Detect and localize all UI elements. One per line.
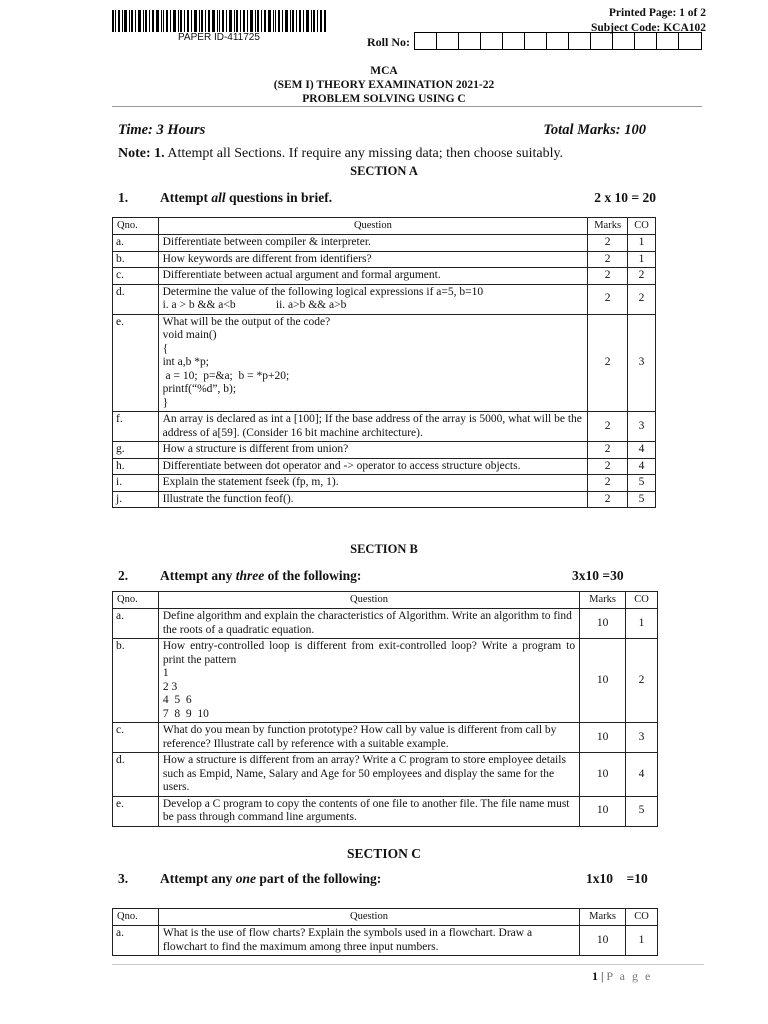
paper-id: PAPER ID-411725 [178, 32, 260, 43]
q2-instruction: Attempt any three of the following: [160, 568, 362, 583]
section-c-table [112, 908, 658, 956]
table-row: a. What is the use of flow charts? Explain the symbols used in a flowchart. Draw a flowchart to find the maximum among three input numbers. 10 1 [113, 926, 658, 956]
note-number: 1. [154, 146, 165, 161]
section-a-title: SECTION A [350, 164, 418, 178]
table-row: d. Determine the value of the following logical expressions if a=5, b=10 i. a > b && a<b ii. a>b && a>b 2 2 [113, 284, 656, 314]
printed-page: Printed Page: 1 of 2 [608, 7, 706, 19]
section-b-table [112, 591, 658, 827]
q3-number: 3. [118, 871, 129, 886]
table-row: f. An array is declared as int a [100]; If the base address of the array is 5000, what will be the address of a[59]. (Consider 16 bit machine architecture). 2 3 [113, 412, 656, 442]
table-row: c. What do you mean by function prototype? How call by value is different from call by reference? Illustrate call by reference with a suitable example. 10 3 [113, 723, 658, 753]
col-co: CO [628, 218, 656, 235]
table-row: i. Explain the statement fseek (fp, m, 1). 2 5 [113, 475, 656, 492]
footer-rule [112, 964, 704, 965]
col-qno: Qno. [113, 218, 159, 235]
table-row: a. Differentiate between compiler & interpreter. 2 1 [113, 235, 656, 252]
roll-no-boxes [414, 32, 702, 50]
total-marks: Total Marks: 100 [543, 122, 646, 138]
table-row: j. Illustrate the function feof(). 2 5 [113, 491, 656, 508]
table-row: a. Define algorithm and explain the characteristics of Algorithm. Write an algorithm to find the roots of a quadratic equation. 10 1 [113, 609, 658, 639]
q2-marks: 3x10 =30 [572, 568, 624, 583]
section-b-title: SECTION B [350, 542, 418, 556]
table-row: c. Differentiate between actual argument and formal argument. 2 2 [113, 268, 656, 285]
page-number: 1 [592, 969, 598, 983]
table-row: b. How entry-controlled loop is different from exit-controlled loop? Write a program to print the pattern 1 2 3 4 5 6 7 8 9 10 10 2 [113, 639, 658, 723]
page-footer: 1 | P a g e [592, 969, 653, 983]
col-question: Question [158, 218, 588, 235]
q1-number: 1. [118, 190, 129, 205]
subject-title: PROBLEM SOLVING USING C [302, 93, 466, 105]
table-header [113, 218, 656, 235]
col-marks: Marks [588, 218, 628, 235]
header-rule [112, 106, 702, 107]
table-header: Qno. Question Marks CO [113, 592, 658, 609]
page-label: P a g e [606, 969, 653, 983]
subject-code: Subject Code: KCA102 [591, 22, 706, 34]
q3-marks: 1x10 =10 [586, 871, 648, 886]
note-text: Attempt all Sections. If require any missing data; then choose suitably. [167, 146, 564, 161]
table-header: Qno. Question Marks CO [113, 909, 658, 926]
barcode [112, 10, 326, 32]
section-c-title: SECTION C [347, 846, 421, 861]
table-row: d. How a structure is different from an array? Write a C program to store employee details such as Empid, Name, Salary and Age for 50 employees and display the same for the users. 10 4 [113, 753, 658, 797]
time-label: Time: 3 Hours [118, 122, 206, 138]
table-row: e. Develop a C program to copy the contents of one file to another file. The file name must be pass through command line arguments. 10 5 [113, 796, 658, 826]
q2-number: 2. [118, 568, 129, 583]
note-label: Note: [118, 146, 151, 161]
table-row: g. How a structure is different from union? 2 4 [113, 442, 656, 459]
note [118, 146, 563, 162]
q3-instruction: Attempt any one part of the following: [160, 871, 382, 886]
roll-no-label: Roll No: [367, 35, 410, 49]
q1-marks: 2 x 10 = 20 [594, 190, 656, 205]
table-row: e. What will be the output of the code? void main() { int a,b *p; a = 10; p=&a; b = *p+20; printf(“%d”, b); } 2 3 [113, 314, 656, 412]
q1-instruction: Attempt all questions in brief. [160, 190, 333, 205]
section-a-table [112, 217, 656, 508]
exam-title: (SEM I) THEORY EXAMINATION 2021-22 [273, 79, 495, 91]
table-row: h. Differentiate between dot operator and -> operator to access structure objects. 2 4 [113, 458, 656, 475]
table-row: b. How keywords are different from identifiers? 2 1 [113, 251, 656, 268]
course-title: MCA [370, 65, 398, 77]
